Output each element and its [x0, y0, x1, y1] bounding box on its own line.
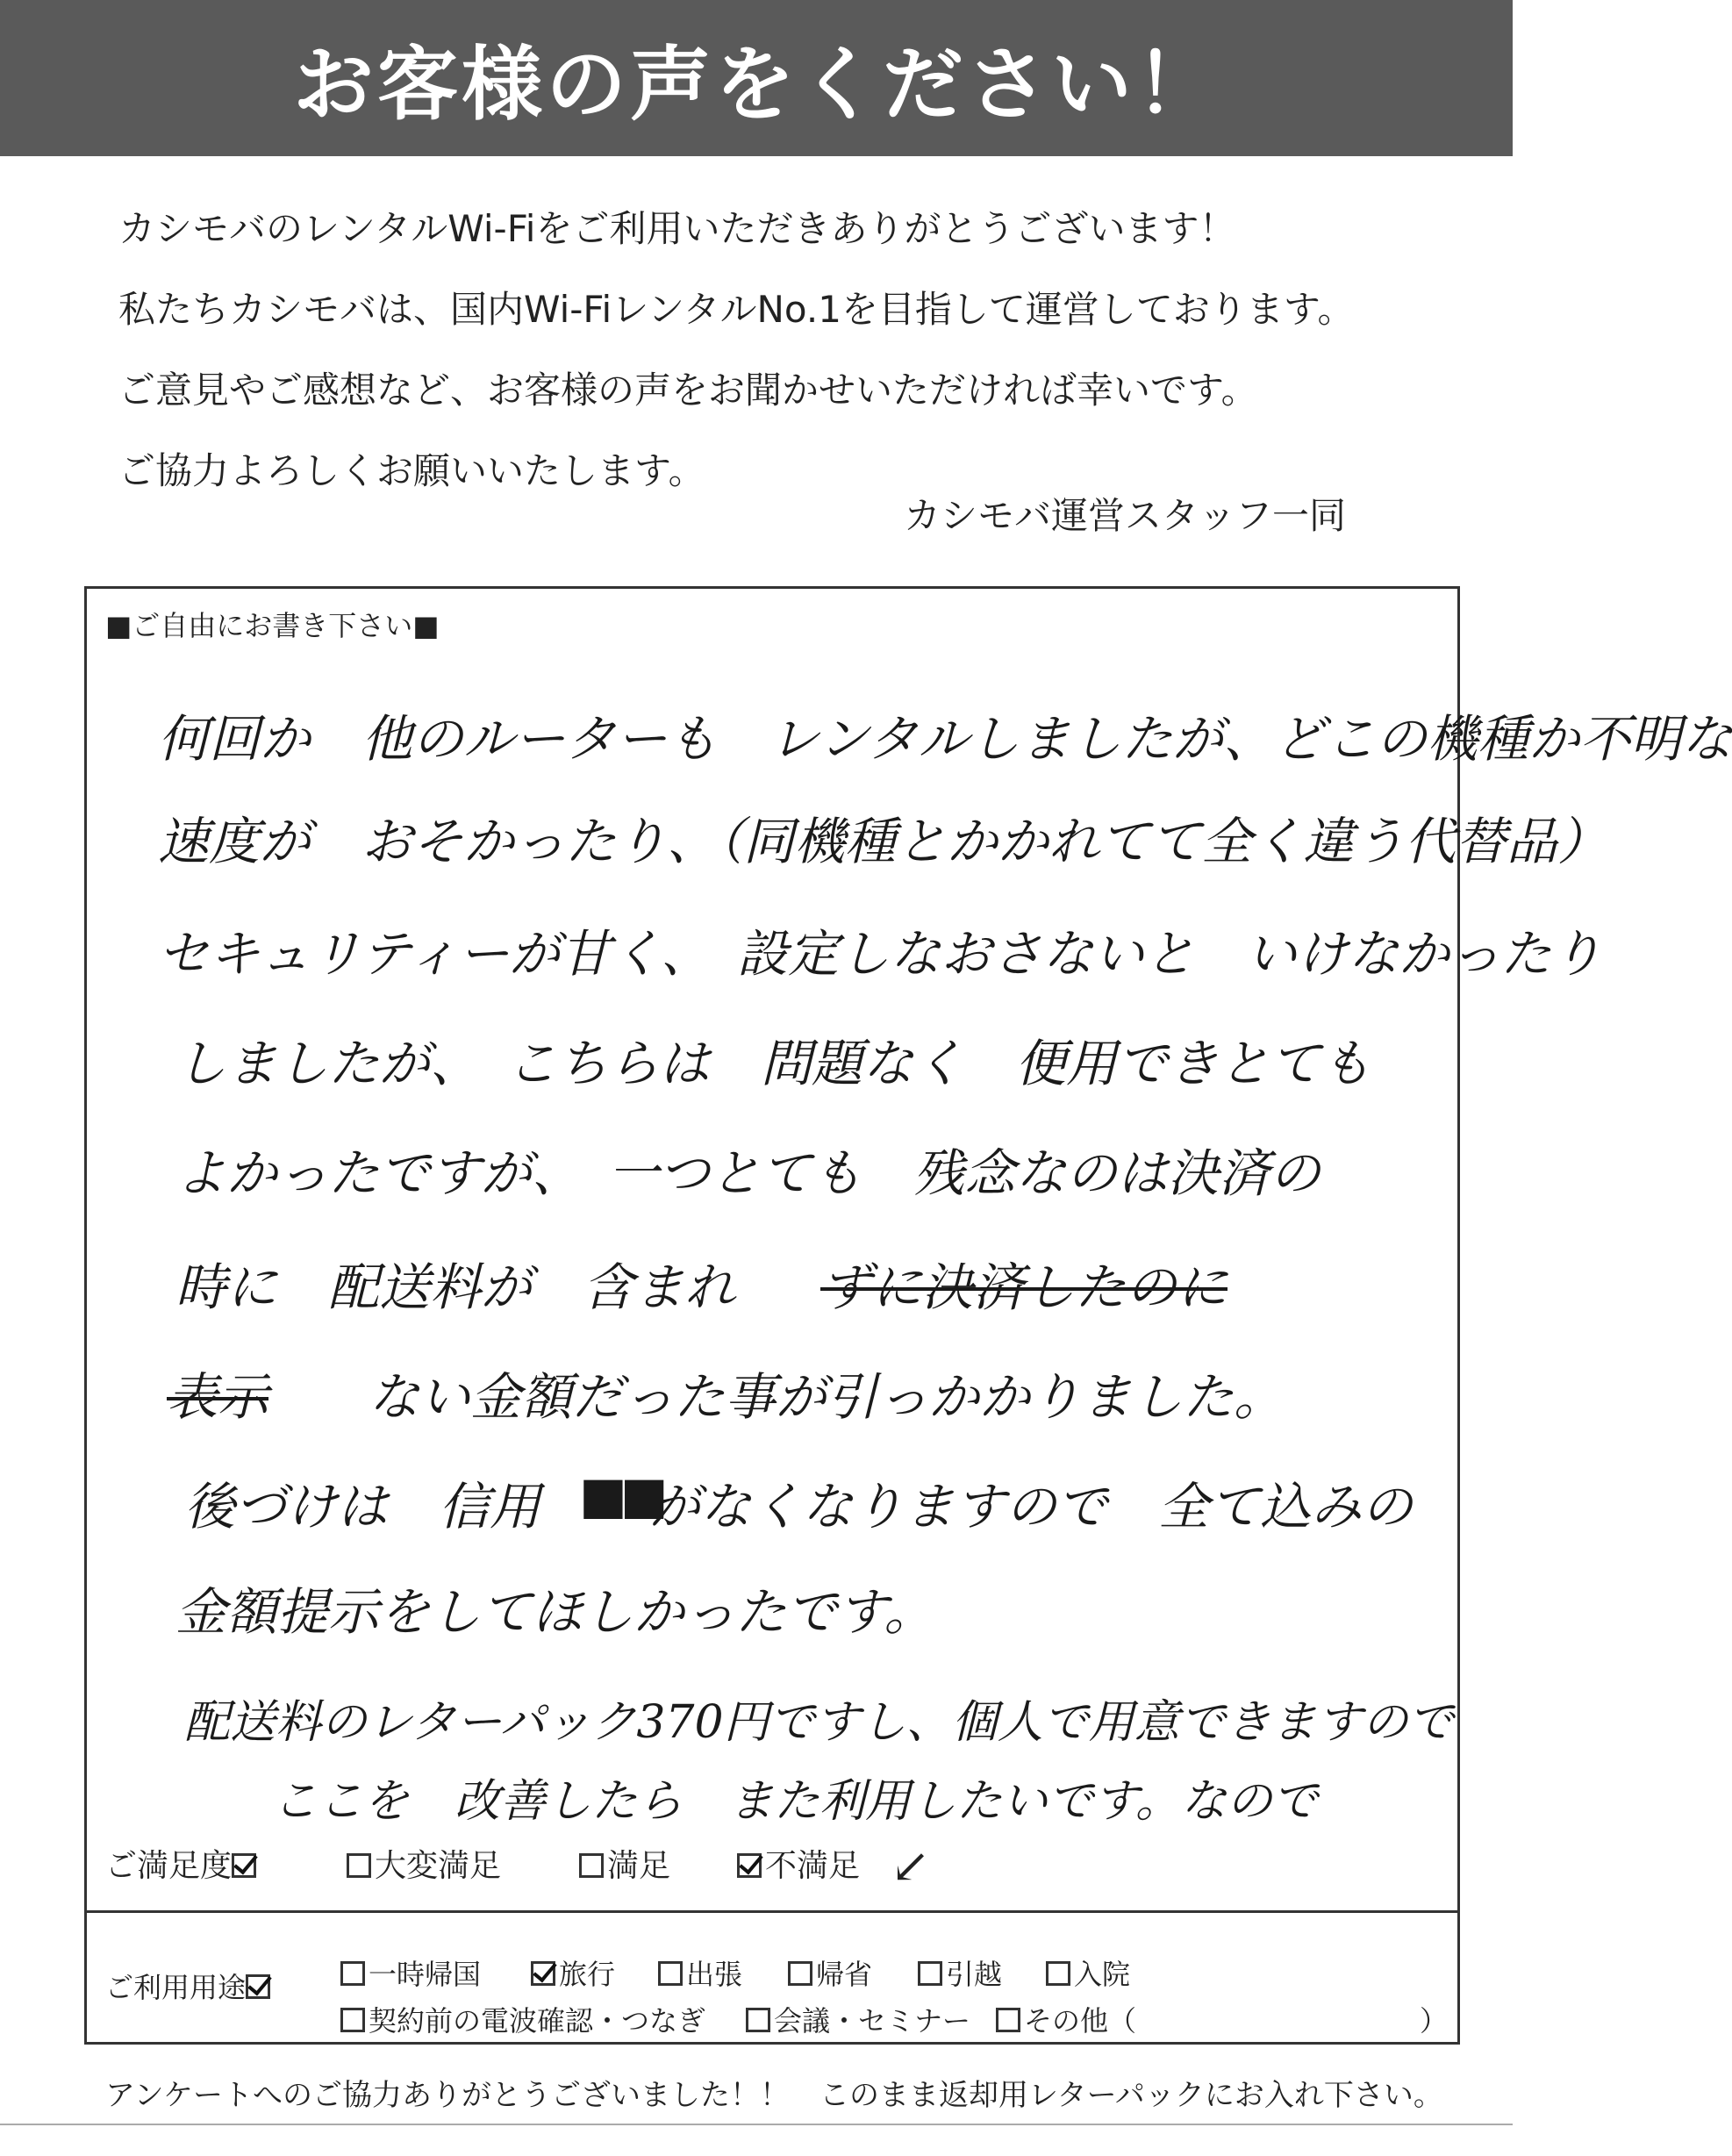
purpose-option-meeting-seminar[interactable]: 会議・セミナー: [746, 1999, 970, 2039]
staff-signature: カシモバ運営スタッフ一同: [904, 494, 1347, 537]
checkbox-checked[interactable]: [531, 1961, 555, 1986]
checkbox[interactable]: [996, 2008, 1020, 2032]
footer-note: アンケートへのご協力ありがとうございました！！ このまま返却用レターパックにお入れ下さい。: [105, 2078, 1443, 2113]
footer-divider: [0, 2124, 1513, 2125]
checkbox[interactable]: [788, 1961, 812, 1986]
purpose-option-signal-check[interactable]: 契約前の電波確認・つなぎ: [340, 1999, 705, 2039]
handwriting-line: 時に 配送料が 含まれ: [175, 1257, 736, 1317]
checkbox[interactable]: [579, 1853, 604, 1878]
handwriting-line: ない金額だった事が引っかかりました。: [369, 1367, 1285, 1427]
other-close-paren: ）: [1420, 2004, 1449, 2038]
checkbox[interactable]: [746, 2008, 770, 2032]
handwriting-line: よかったですが、 一つとても 残念なのは決済の: [175, 1143, 1321, 1203]
intro-line: 私たちカシモバは、国内Wi-FiレンタルNo.1を目指して運営しております。: [118, 288, 1355, 331]
purpose-option-other[interactable]: その他（: [996, 1999, 1136, 2039]
satisfaction-option-satisfied[interactable]: 満足: [579, 1841, 670, 1886]
purpose-option-hospitalization[interactable]: 入院: [1046, 1952, 1130, 1993]
struck-text: ずに決済したのに: [820, 1257, 1228, 1317]
intro-line: ご意見やご感想など、お客様の声をお聞かせいただければ幸いです。: [118, 369, 1258, 412]
satisfaction-option-very-satisfied[interactable]: 大変満足: [347, 1841, 501, 1886]
checkbox[interactable]: [918, 1961, 942, 1986]
arrow-mark-icon: ↙: [891, 1838, 931, 1894]
handwriting-line: 配送料のレターパック370円ですし、個人で用意できますので: [184, 1696, 1454, 1749]
checkbox-checked[interactable]: [737, 1853, 762, 1878]
handwriting-line: 速度が おそかったり、（同機種とかかれてて全く違う代替品）: [158, 812, 1609, 871]
intro-line: ご協力よろしくお願いいたします。: [118, 449, 705, 492]
purpose-option-business-trip[interactable]: 出張: [658, 1952, 742, 1993]
struck-text: 表示: [167, 1367, 269, 1427]
purpose-option-temporary-return[interactable]: 一時帰国: [340, 1952, 481, 1993]
checkbox[interactable]: [658, 1961, 683, 1986]
scribble-mark: ■■: [579, 1465, 662, 1525]
satisfaction-label-checkbox: [232, 1853, 256, 1878]
free-comment-label: ■ご自由にお書き下さい■: [105, 609, 440, 642]
purpose-label: ご利用用途: [105, 1966, 274, 2006]
handwriting-line: 後づけは 信用: [184, 1477, 541, 1536]
purpose-option-moving[interactable]: 引越: [918, 1952, 1002, 1993]
handwriting-line: セキュリティーが甘く、 設定しなおさないと いけなかったり: [158, 924, 1603, 984]
checkbox[interactable]: [347, 1853, 371, 1878]
satisfaction-option-unsatisfied[interactable]: 不満足: [737, 1841, 860, 1886]
handwriting-line: がなくなりますので 全て込みの: [649, 1477, 1414, 1536]
header-banner: [0, 0, 1513, 156]
handwriting-line: 金額提示をしてほしかったです。: [175, 1582, 935, 1642]
checkbox[interactable]: [340, 1961, 365, 1986]
checkbox[interactable]: [1046, 1961, 1070, 1986]
handwriting-line: ここを 改善したら また利用したいです。なので: [272, 1775, 1318, 1828]
purpose-label-checkbox: [246, 1974, 270, 1999]
handwriting-line: しましたが、 こちらは 問題なく 便用できとても: [175, 1034, 1372, 1093]
handwriting-line: 何回か 他のルーターも レンタルしましたが、どこの機種か不明な: [158, 709, 1732, 769]
purpose-option-travel[interactable]: 旅行: [531, 1952, 615, 1993]
page-title: お客様の声をください！: [292, 38, 1220, 132]
intro-line: カシモバのレンタルWi-Fiをご利用いただきありがとうございます！: [118, 207, 1236, 250]
purpose-option-homecoming[interactable]: 帰省: [788, 1952, 872, 1993]
satisfaction-label: ご満足度: [105, 1841, 260, 1886]
intro-text: [118, 189, 1435, 512]
checkbox[interactable]: [340, 2008, 365, 2032]
